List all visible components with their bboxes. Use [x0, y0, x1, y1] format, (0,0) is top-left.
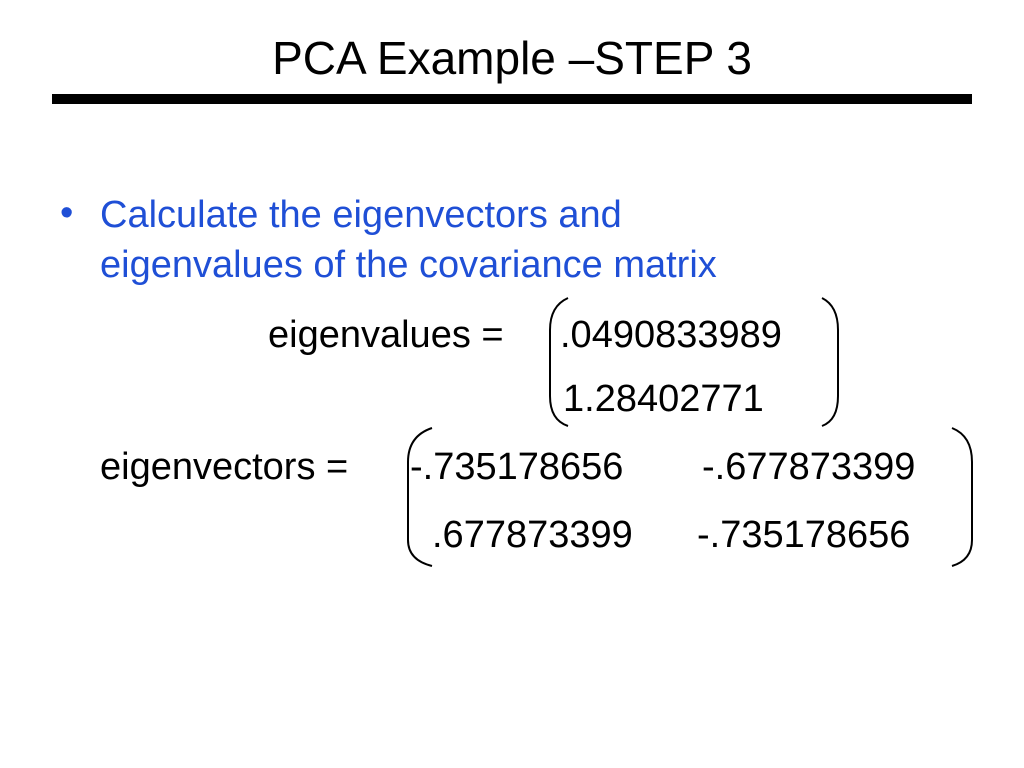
eigenvector-cell-r1c2: -.677873399	[702, 446, 916, 488]
eigenvector-cell-r1c1: -.735178656	[410, 446, 624, 488]
eigenvalue-2: 1.28402771	[563, 378, 764, 420]
bullet-marker: •	[60, 192, 74, 234]
eigenvalues-label: eigenvalues =	[268, 314, 504, 356]
eigenvectors-right-bracket	[952, 428, 972, 566]
slide-title: PCA Example –STEP 3	[272, 32, 752, 84]
bullet-text	[100, 190, 717, 290]
eigenvalue-1: .0490833989	[560, 314, 782, 356]
eigenvectors-label: eigenvectors =	[100, 446, 349, 488]
bullet-line-1: Calculate the eigenvectors and	[100, 194, 622, 236]
eigenvector-cell-r2c1: .677873399	[432, 514, 633, 556]
eigenvalues-right-bracket	[822, 298, 838, 426]
eigenvector-cell-r2c2: -.735178656	[697, 514, 911, 556]
bullet-line-2: eigenvalues of the covariance matrix	[100, 244, 717, 286]
title-divider	[52, 94, 972, 104]
